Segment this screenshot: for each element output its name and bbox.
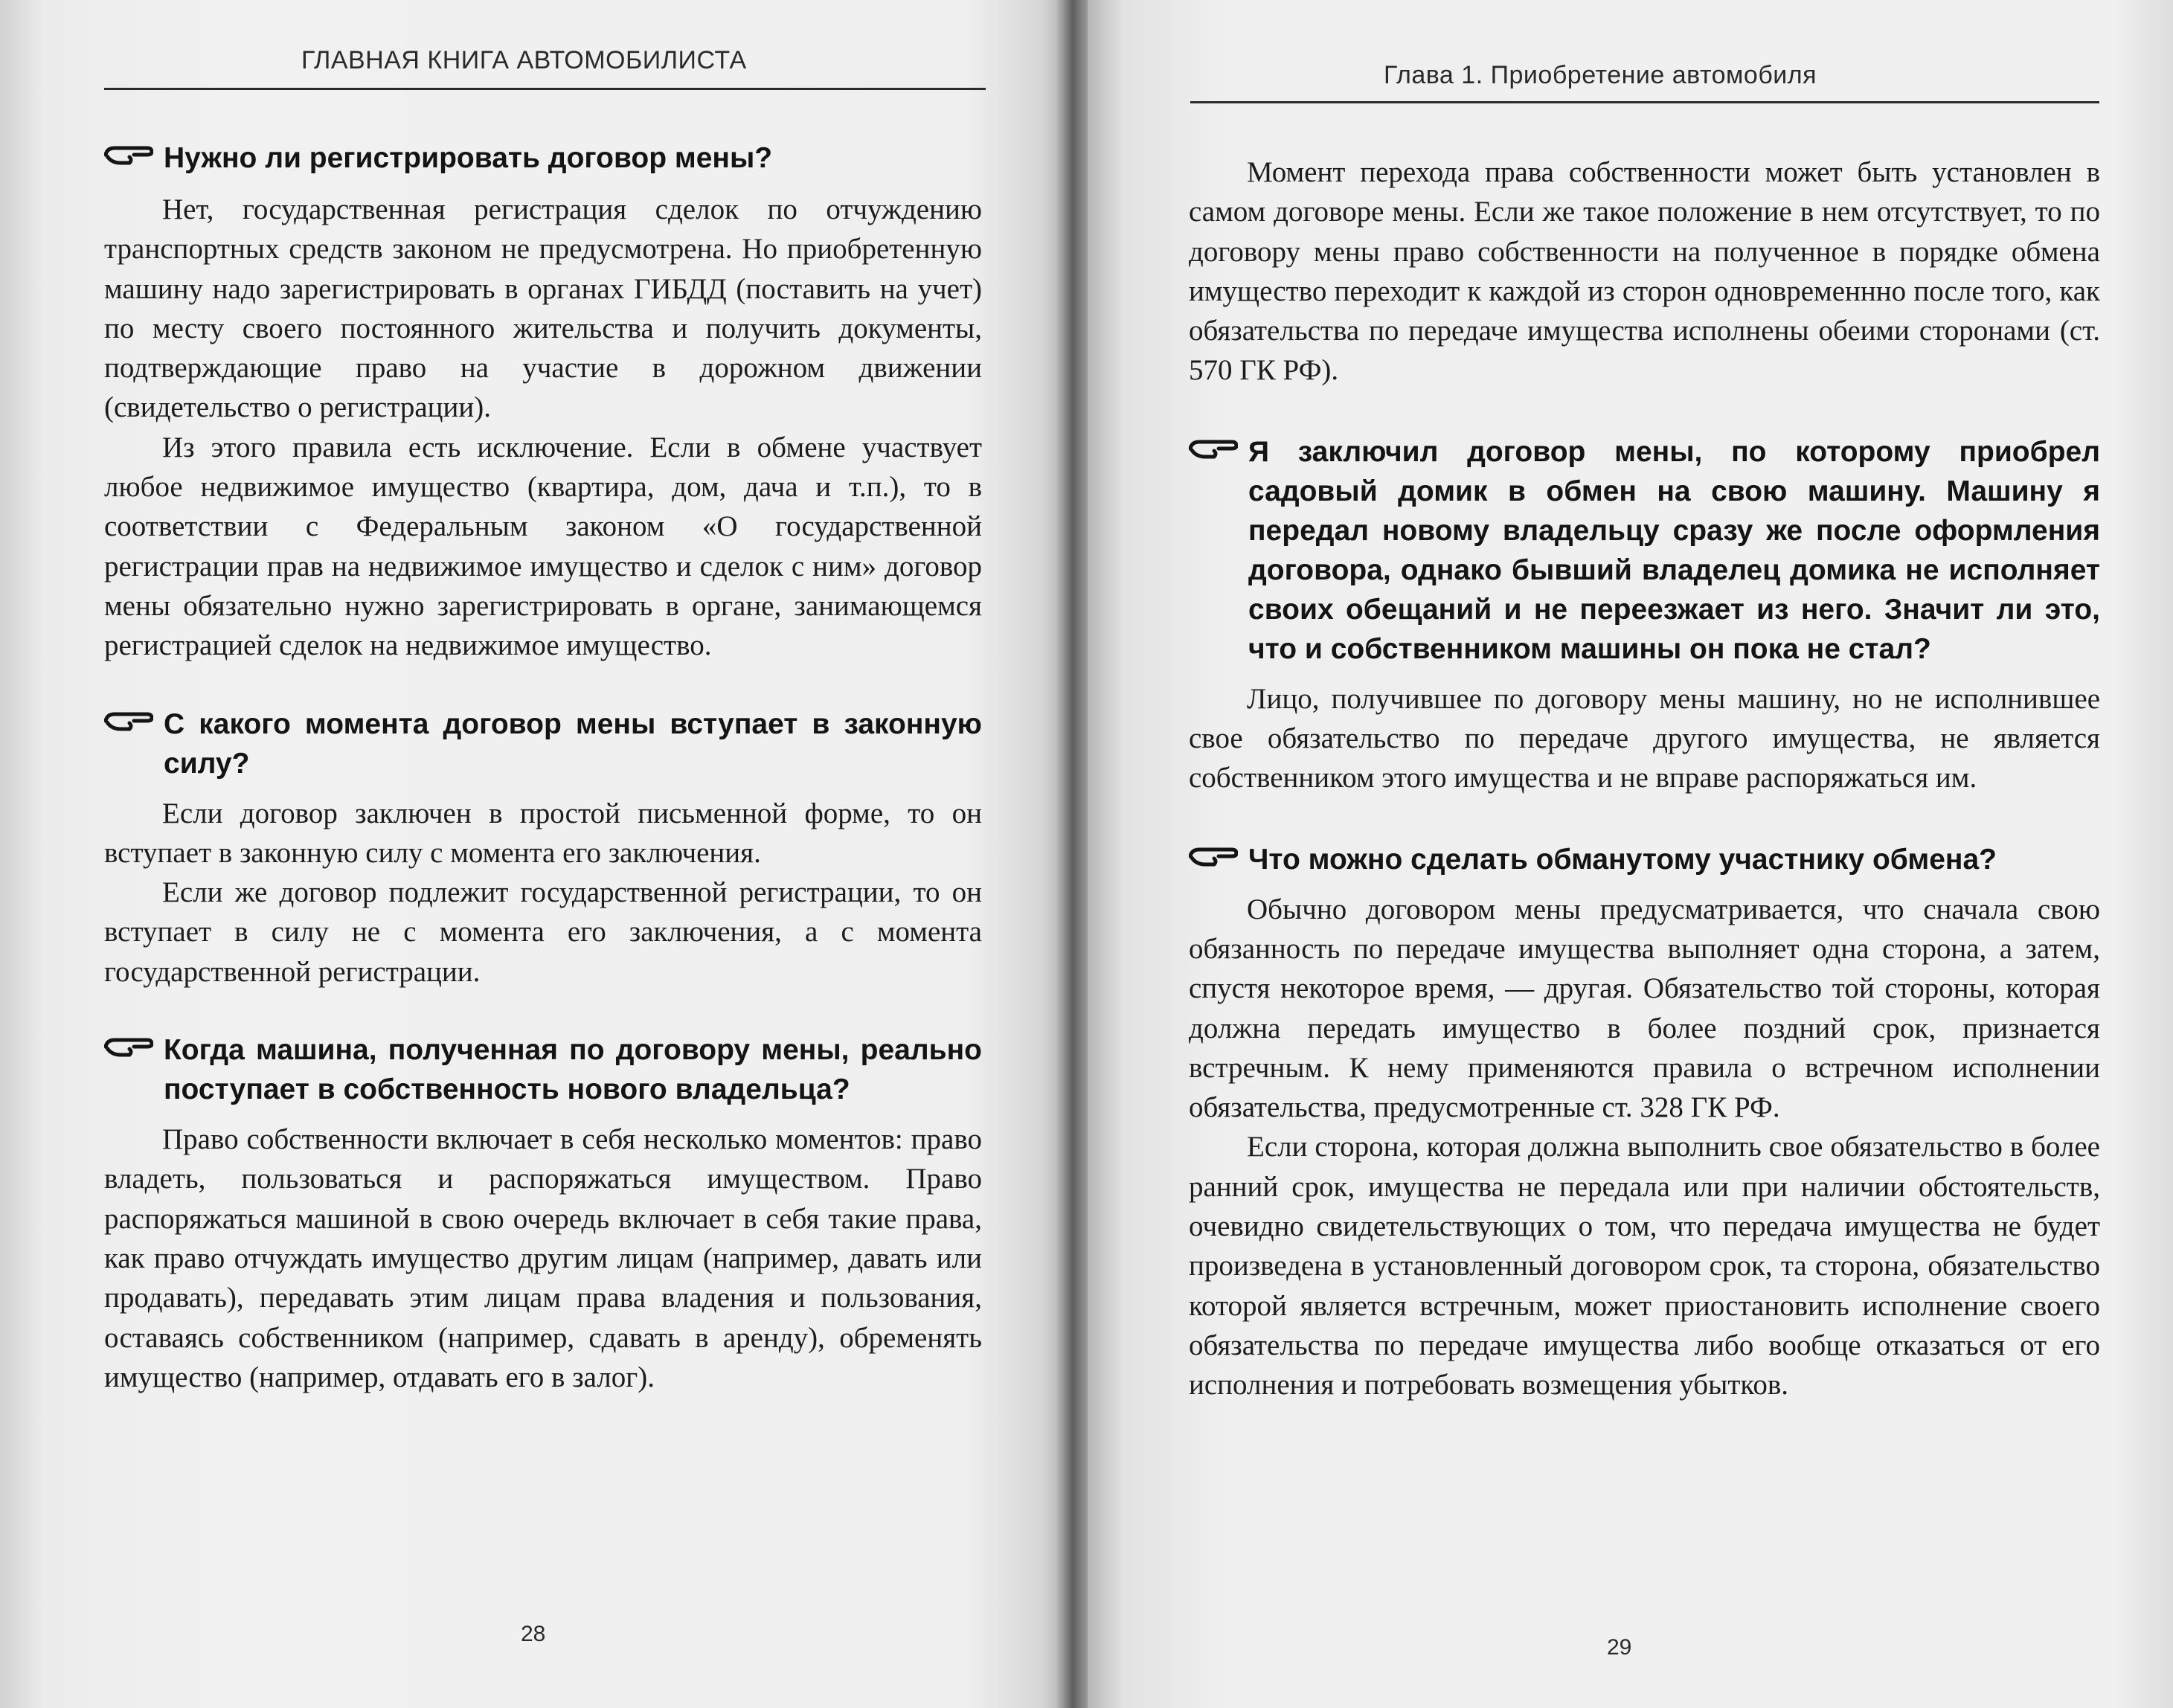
paragraph: Если договор заключен в простой письменной форме, то он вступает в законную силу с момента его заключения. [104,797,982,869]
paragraph: Момент перехода права собственности может быть установлен в самом договоре мены. Если же такое положение в нем отсутствует, то по договору мены право собственности на полученное в порядке обмена имущество переходит к каждой из сторон одновременнно после того, как обязательства по передаче имущества исполнены обеими сторонами (ст. 570 ГК РФ). [1189,156,2100,387]
pointing-hand-icon [1189,845,1238,867]
question-text: Нужно ли регистрировать договор мены? [164,142,773,174]
paragraph: Если сторона, которая должна выполнить свое обязательство в более ранний срок, имущества не передала или при наличии обстоятельств, очевидно свидетельствующих о том, что передача имущества не будет произведена в установленный договором срок, та сторона, обязательство которой является встречным, может приостановить исполнение своего обязательства по передаче имущества либо вообще отказаться от его исполнения и потребовать возмещения убытков. [1189,1131,2100,1402]
left-page [0,0,1071,1708]
question-text: Когда машина, полученная по договору мены, реально поступает в собственность нового владельца? [164,1034,982,1106]
paragraph: Из этого правила есть исключение. Если в обмене участвует любое недвижимое имущество (квартира, дом, дача и т.п.), то в соответствии с Федеральным законом «О государственной регистрации прав на недвижимое имущество и сделок с ним» договор мены обязательно нужно зарегистрировать в органе, занимающемся регистрацией сделок на недвижимое имущество. [104,431,982,662]
question-heading [1189,840,2100,879]
running-header: ГЛАВНАЯ КНИГА АВТОМОБИЛИСТА [301,46,747,74]
right-page [1071,0,2173,1708]
question-heading [104,704,982,783]
right-page-content [1189,152,2100,1405]
question-text: Что можно сделать обманутому участнику обмена? [1248,843,1997,876]
pointing-hand-icon [104,1036,153,1058]
question-heading [104,138,982,178]
book-gutter [1055,0,1088,1708]
paragraph: Обычно договором мены предусматривается, что сначала свою обязанность по передаче имущества выполняет одна сторона, а затем, спустя некоторое время, — другая. Обязательство той стороны, которая должна передать имущество в более поздний срок, признается встречным. К нему применяются правила о встречном исполнении обязательства, предусмотренные ст. 328 ГК РФ. [1189,893,2100,1124]
pointing-hand-icon [1189,437,1238,460]
page-number: 29 [1607,1635,1632,1660]
running-header: Глава 1. Приобретение автомобиля [1384,61,1817,89]
question-heading [1189,432,2100,669]
page-number: 28 [521,1622,546,1646]
question-text: Я заключил договор мены, по которому приобрел садовый домик в обмен на свою машину. Машину я передал новому владельцу сразу же после оформления договора, однако бывший владелец домика не исполняет своих обещаний и не переезжает из него. Значит ли это, что и собственником машины он пока не стал? [1248,435,2100,665]
left-page-content [104,138,982,1397]
question-heading [104,1030,982,1109]
paragraph: Право собственности включает в себя несколько моментов: право владеть, пользоваться и распоряжаться имуществом. Право распоряжаться машиной в свою очередь включает в себя такие права, как право отчуждать имущество другим лицам (например, давать или продавать), передавать этим лицам права владения и пользования, оставаясь собственником (например, сдавать в аренду), обременять имущество (например, отдавать его в залог). [104,1123,982,1393]
paragraph: Нет, государственная регистрация сделок по отчуждению транспортных средств законом не предусмотрена. Но приобретенную машину надо зарегистрировать в органах ГИБДД (поставить на учет) по месту своего постоянного жительства и получить документы, подтверждающие право на участие в дорожном движении (свидетельство о регистрации). [104,193,982,424]
pointing-hand-icon [104,144,153,166]
pointing-hand-icon [104,710,153,732]
header-rule [1190,101,2099,103]
paragraph: Если же договор подлежит государственной регистрации, то он вступает в силу не с момента его заключения, а с момента государственной регистрации. [104,876,982,988]
question-text: С какого момента договор мены вступает в законную силу? [164,707,982,780]
header-rule [104,88,986,90]
paragraph: Лицо, получившее по договору мены машину, но не исполнившее свое обязательство по передаче другого имущества, не является собственником этого имущества и не вправе распоряжаться им. [1189,682,2100,794]
